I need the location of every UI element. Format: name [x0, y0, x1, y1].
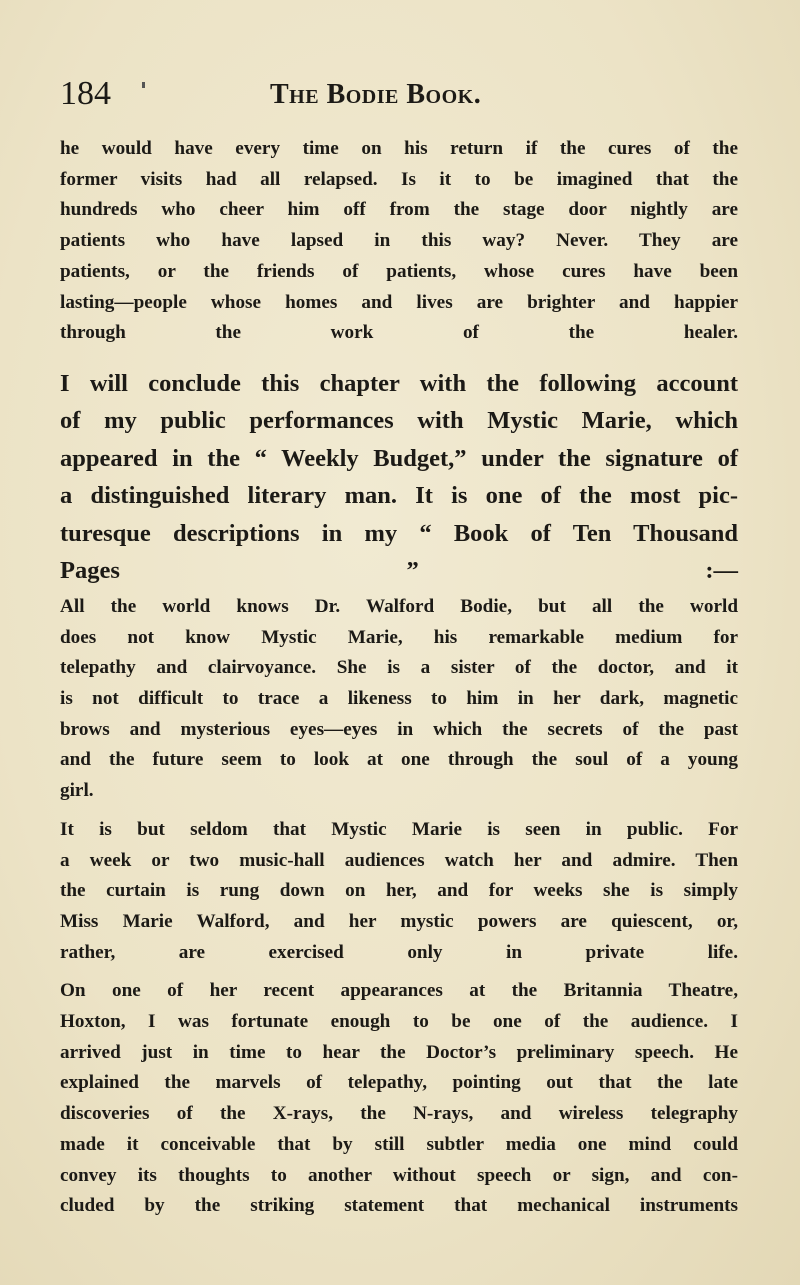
- body-text: [60, 134, 738, 1222]
- text-line: former visits had all relapsed. Is it to be imagined that the: [60, 168, 738, 190]
- text-line: It is but seldom that Mystic Marie is seen in public. For: [60, 818, 738, 840]
- text-line: girl.: [60, 780, 94, 802]
- text-line: hundreds who cheer him off from the stage door nightly are: [60, 199, 738, 221]
- text-line: he would have every time on his return if the cures of the: [60, 138, 738, 159]
- book-title: The Bodie Book.: [270, 79, 482, 110]
- text-line: through the work of the healer.: [60, 322, 738, 344]
- text-line: made it conceivable that by still subtler media one mind could: [60, 1133, 738, 1155]
- text-line: turesque descriptions in my “ Book of Ten Thousand: [60, 519, 738, 547]
- text-line: a week or two music-hall audiences watch her and admire. Then: [60, 849, 738, 871]
- text-line: lasting—people whose homes and lives are brighter and happier: [60, 291, 738, 313]
- text-line: I will conclude this chapter with the following account: [60, 369, 738, 397]
- text-line: a distinguished literary man. It is one of the most pic-: [60, 482, 738, 510]
- text-line: convey its thoughts to another without speech or sign, and con-: [60, 1164, 738, 1186]
- text-line: is not difficult to trace a likeness to him in her dark, magnetic: [60, 688, 738, 710]
- text-line: of my public performances with Mystic Marie, which: [60, 407, 738, 435]
- text-line: the curtain is rung down on her, and for weeks she is simply: [60, 880, 738, 902]
- paragraph-quoted-3: [60, 976, 738, 1222]
- text-line: discoveries of the X-rays, the N-rays, and wireless telegraphy: [60, 1103, 738, 1125]
- text-line: Miss Marie Walford, and her mystic powers are quiescent, or,: [60, 910, 738, 932]
- paragraph-introduction: [60, 365, 738, 590]
- text-line: Pages ” :—: [60, 557, 738, 585]
- paragraph-quoted-2: [60, 815, 738, 969]
- paragraph-continuation: [60, 134, 738, 349]
- text-line: and the future seem to look at one through the soul of a young: [60, 749, 738, 771]
- text-line: Hoxton, I was fortunate enough to be one of the audience. I: [60, 1011, 738, 1033]
- text-line: appeared in the “ Weekly Budget,” under the signature of: [60, 444, 738, 472]
- text-line: patients who have lapsed in this way? Never. They are: [60, 230, 738, 252]
- text-line: All the world knows Dr. Walford Bodie, but all the world: [60, 595, 738, 617]
- running-head: [60, 74, 760, 114]
- paragraph-quoted-1: [60, 592, 738, 807]
- print-mark: [142, 82, 145, 88]
- text-line: arrived just in time to hear the Doctor’s preliminary speech. He: [60, 1041, 738, 1063]
- page-number: 184: [60, 75, 111, 112]
- text-line: brows and mysterious eyes—eyes in which the secrets of the past: [60, 718, 738, 740]
- text-line: On one of her recent appearances at the Britannia Theatre,: [60, 980, 738, 1002]
- text-line: patients, or the friends of patients, whose cures have been: [60, 260, 738, 282]
- text-line: explained the marvels of telepathy, pointing out that the late: [60, 1072, 738, 1094]
- text-line: cluded by the striking statement that mechanical instruments: [60, 1195, 738, 1217]
- text-line: rather, are exercised only in private life.: [60, 941, 738, 963]
- text-line: does not know Mystic Marie, his remarkable medium for: [60, 626, 738, 648]
- text-line: telepathy and clairvoyance. She is a sister of the doctor, and it: [60, 657, 738, 679]
